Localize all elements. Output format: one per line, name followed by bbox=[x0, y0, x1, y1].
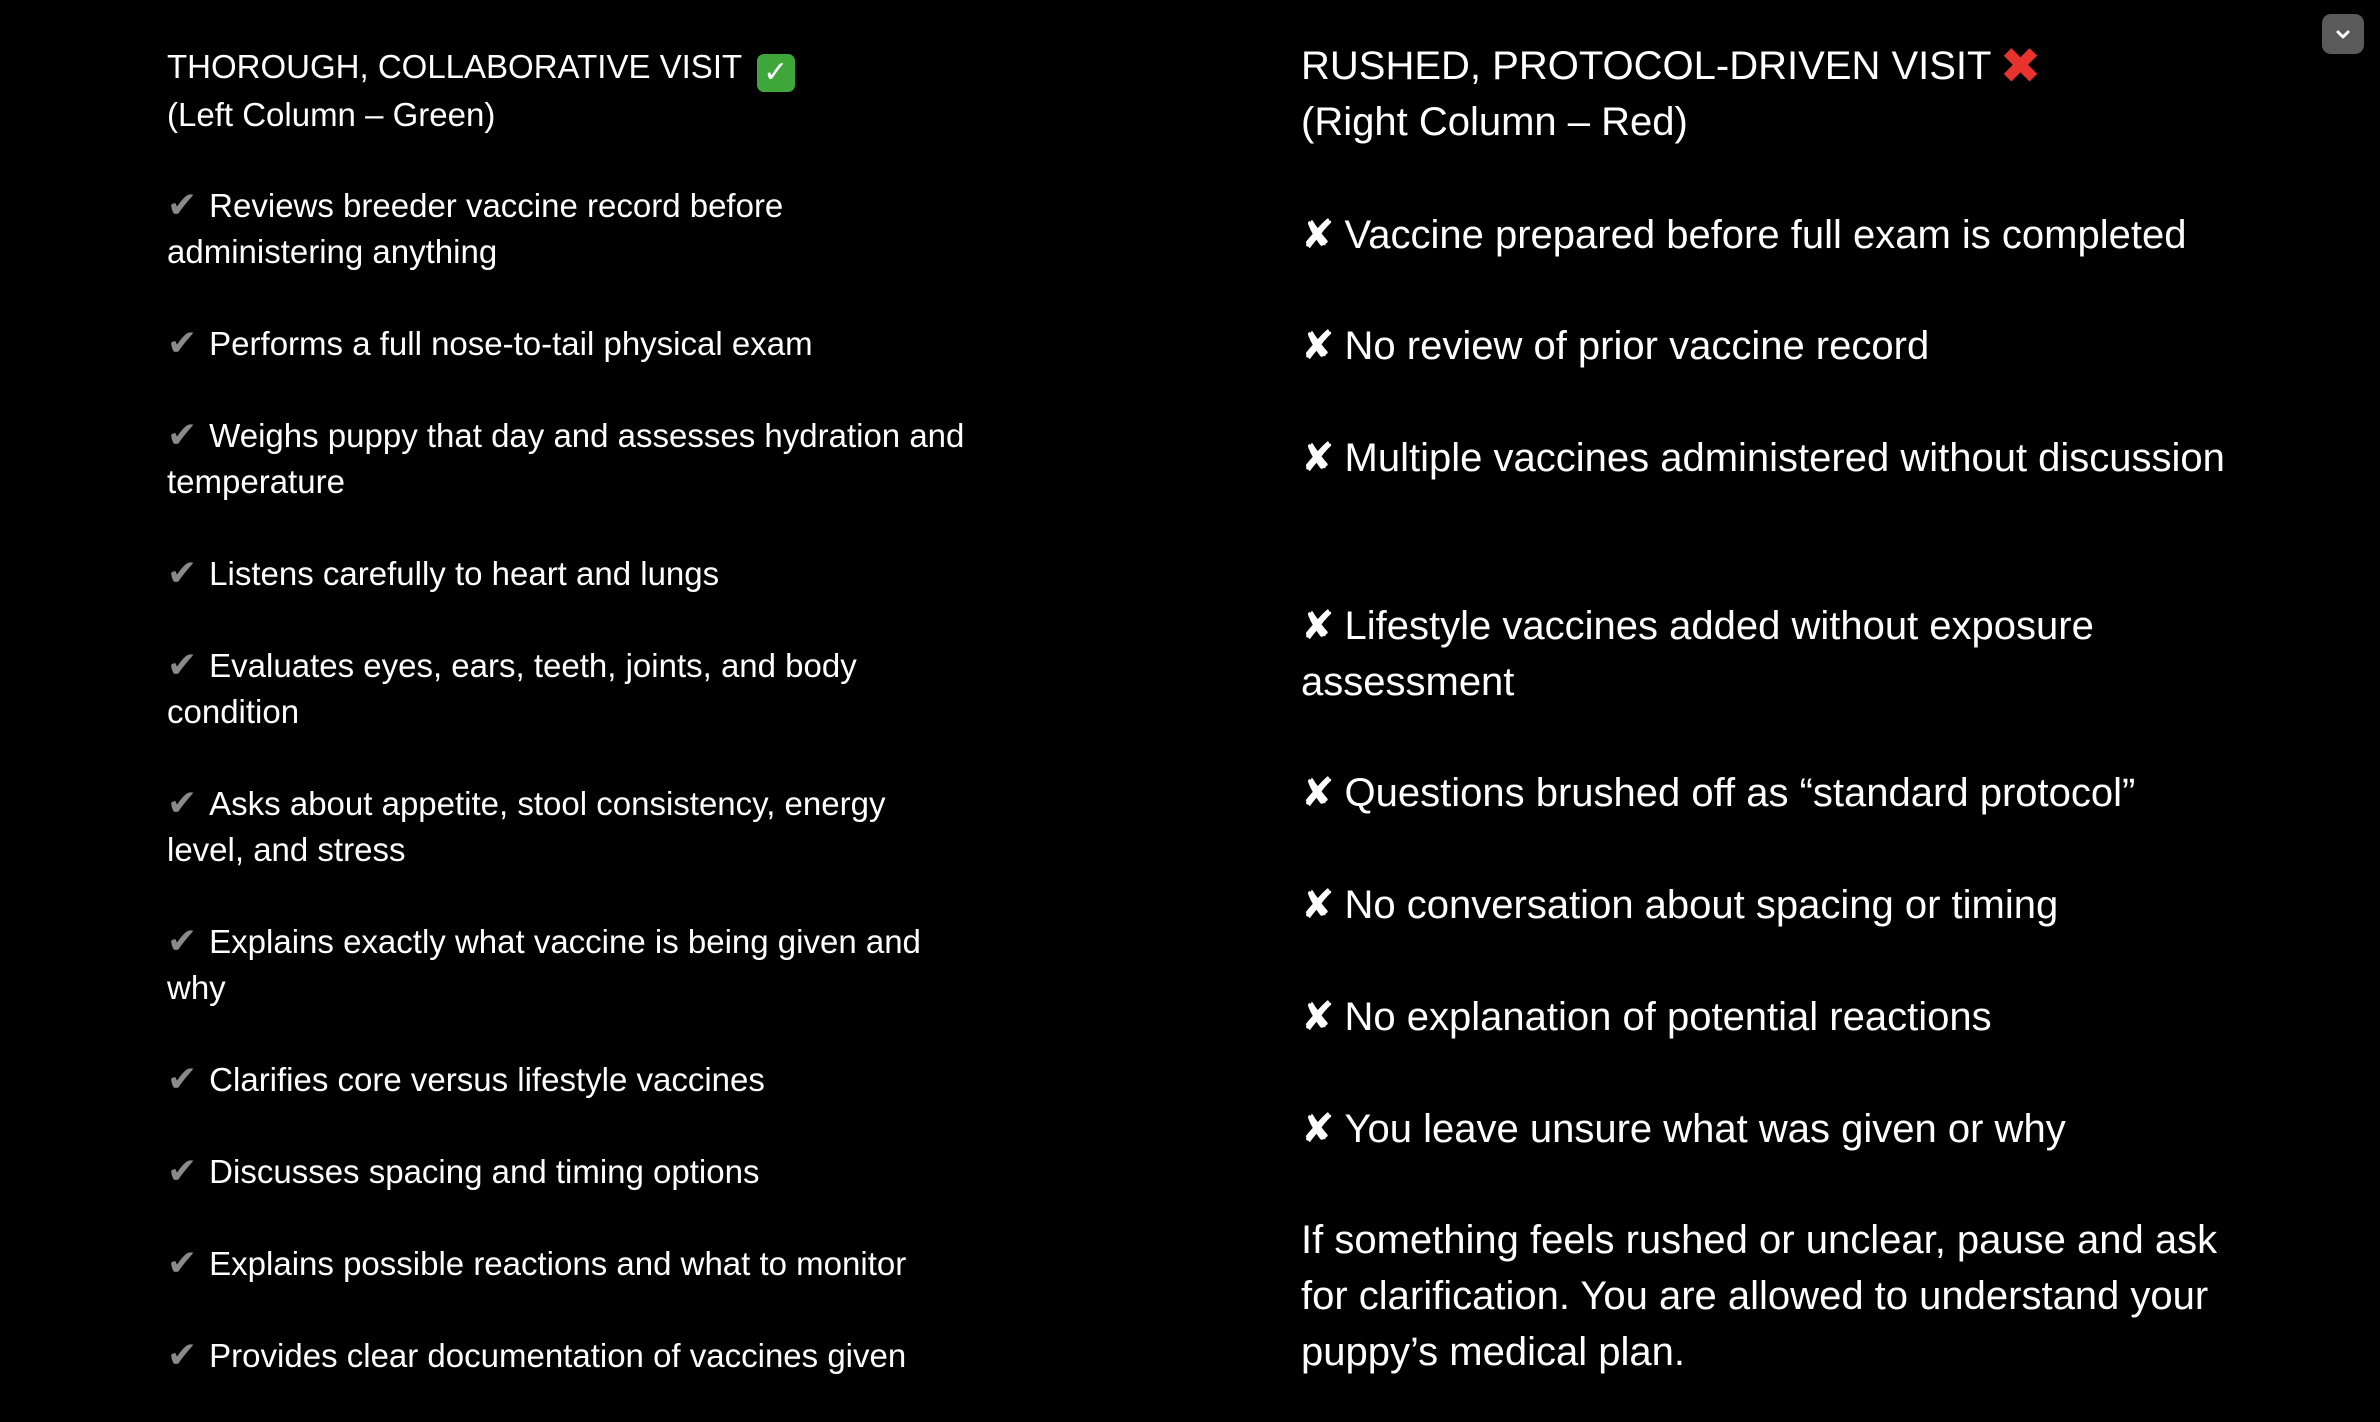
left-item-text: Provides clear documentation of vaccines given bbox=[209, 1337, 907, 1374]
right-title: RUSHED, PROTOCOL-DRIVEN VISIT bbox=[1301, 44, 1992, 88]
right-item bbox=[1301, 318, 2261, 374]
right-item-text: Vaccine prepared before full exam is completed bbox=[1344, 213, 2187, 257]
check-icon: ✔ bbox=[167, 1058, 198, 1099]
right-item-text: No explanation of potential reactions bbox=[1344, 995, 1992, 1039]
check-icon: ✔ bbox=[167, 322, 198, 363]
left-item-text: Evaluates eyes, ears, teeth, joints, and body condition bbox=[167, 647, 857, 730]
right-heading bbox=[1301, 38, 2261, 150]
left-heading bbox=[167, 44, 967, 138]
left-item-text: Explains possible reactions and what to monitor bbox=[209, 1245, 907, 1282]
chevron-down-icon bbox=[2333, 24, 2353, 44]
check-icon: ✔ bbox=[167, 1334, 198, 1375]
left-item bbox=[167, 918, 967, 1011]
left-item bbox=[167, 1332, 967, 1379]
left-item-text: Asks about appetite, stool consistency, energy level, and stress bbox=[167, 785, 886, 868]
x-icon: ✘ bbox=[1301, 435, 1335, 481]
clarification-note: If something feels rushed or unclear, pause and ask for clarification. You are allowed to understand your puppy’s medical plan. bbox=[1301, 1218, 2218, 1374]
right-item-text: Lifestyle vaccines added without exposure assessment bbox=[1301, 604, 2094, 704]
x-icon: ✘ bbox=[1301, 770, 1335, 816]
left-title: THOROUGH, COLLABORATIVE VISIT bbox=[167, 48, 742, 85]
check-icon: ✔ bbox=[167, 644, 198, 685]
left-item-text: Listens carefully to heart and lungs bbox=[209, 555, 720, 592]
left-item bbox=[167, 412, 967, 505]
left-item bbox=[167, 320, 967, 367]
x-icon: ✘ bbox=[1301, 212, 1335, 258]
right-item-text: You leave unsure what was given or why bbox=[1344, 1107, 2066, 1151]
check-icon: ✔ bbox=[167, 414, 198, 455]
cross-mark-icon: ✖ bbox=[1999, 37, 2042, 95]
check-icon: ✔ bbox=[167, 782, 198, 823]
right-item bbox=[1301, 989, 2261, 1045]
left-item bbox=[167, 1240, 967, 1287]
left-item-text: Reviews breeder vaccine record before administering anything bbox=[167, 187, 784, 270]
left-item-text: Discusses spacing and timing options bbox=[209, 1153, 760, 1190]
check-icon: ✔ bbox=[167, 552, 198, 593]
x-icon: ✘ bbox=[1301, 1106, 1335, 1152]
right-item bbox=[1301, 598, 2261, 710]
check-box-icon: ✓ bbox=[757, 54, 795, 92]
left-title-line bbox=[167, 44, 967, 92]
right-item bbox=[1301, 765, 2261, 821]
right-subtitle: (Right Column – Red) bbox=[1301, 100, 1688, 144]
check-icon: ✔ bbox=[167, 920, 198, 961]
right-item bbox=[1301, 430, 2261, 486]
left-item-text: Clarifies core versus lifestyle vaccines bbox=[209, 1061, 765, 1098]
x-icon: ✘ bbox=[1301, 882, 1335, 928]
left-item bbox=[167, 550, 967, 597]
right-item-text: Multiple vaccines administered without discussion bbox=[1344, 436, 2225, 480]
x-icon: ✘ bbox=[1301, 323, 1335, 369]
left-item bbox=[167, 182, 967, 275]
right-item bbox=[1301, 877, 2261, 933]
x-icon: ✘ bbox=[1301, 994, 1335, 1040]
right-item bbox=[1301, 207, 2261, 263]
check-icon: ✔ bbox=[167, 184, 198, 225]
right-item-text: No review of prior vaccine record bbox=[1344, 324, 1930, 368]
right-item-text: Questions brushed off as “standard protocol” bbox=[1344, 771, 2136, 815]
right-item bbox=[1301, 1101, 2261, 1157]
right-item-text: No conversation about spacing or timing bbox=[1344, 883, 2059, 927]
left-item bbox=[167, 780, 967, 873]
left-item bbox=[167, 642, 967, 735]
check-icon: ✔ bbox=[167, 1150, 198, 1191]
check-icon: ✔ bbox=[167, 1242, 198, 1283]
right-title-line bbox=[1301, 38, 2261, 94]
x-icon: ✘ bbox=[1301, 603, 1335, 649]
left-item-text: Explains exactly what vaccine is being given and why bbox=[167, 923, 921, 1006]
left-item-text: Performs a full nose-to-tail physical exam bbox=[209, 325, 813, 362]
left-subtitle: (Left Column – Green) bbox=[167, 96, 496, 133]
left-item-text: Weighs puppy that day and assesses hydration and temperature bbox=[167, 417, 965, 500]
collapse-toggle-button[interactable] bbox=[2322, 14, 2364, 54]
left-item bbox=[167, 1056, 967, 1103]
left-item bbox=[167, 1148, 967, 1195]
